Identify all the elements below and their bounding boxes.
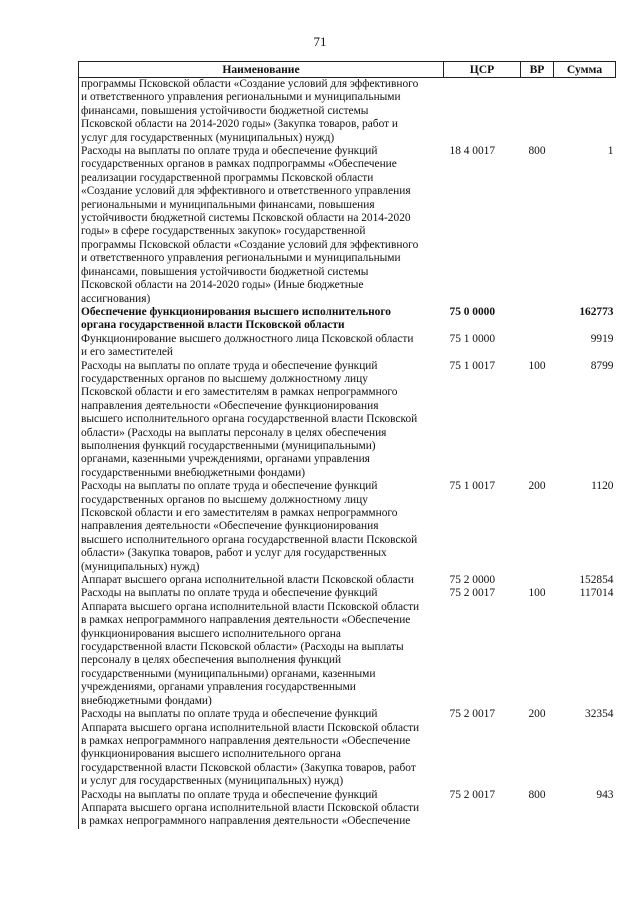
row-name-line: устойчивости бюджетной системы Псковской области на 2014-2020	[81, 212, 411, 225]
header-vr: ВР	[521, 62, 554, 78]
row-sum: 117014	[579, 587, 614, 600]
row-name-line: программы Псковской области «Создание условий для эффективного	[81, 238, 419, 251]
header-csr: ЦСР	[444, 62, 521, 78]
table-row	[79, 78, 616, 146]
row-name-line: ассигнования)	[81, 292, 151, 305]
row-name-line: Псковской области и его заместителям в рамках непрограммного	[81, 507, 398, 519]
row-vr: 200	[528, 708, 546, 721]
row-name-line: Расходы на выплаты по оплате труда и обеспечение функций	[81, 587, 378, 600]
row-name	[79, 145, 444, 306]
row-sum: 943	[596, 788, 614, 801]
row-sum: 32354	[585, 708, 614, 721]
row-sum: 152854	[579, 574, 614, 587]
row-name-line: государственной власти Псковской области» (Закупка товаров, работ	[81, 761, 416, 774]
budget-table	[78, 61, 616, 829]
row-name-line: Расходы на выплаты по оплате труда и обеспечение функций	[81, 708, 378, 721]
table-row	[79, 333, 616, 360]
table-row	[79, 587, 616, 708]
row-name-line: Расходы на выплаты по оплате труда и обеспечение функций	[81, 788, 378, 801]
row-name	[79, 480, 444, 574]
row-csr: 75 1 0017	[449, 480, 496, 493]
row-csr: 75 1 0017	[449, 359, 496, 372]
table-row	[79, 145, 616, 306]
row-sum: 1120	[591, 480, 614, 493]
row-name-line: в рамках непрограммного направления деятельности «Обеспечение	[81, 614, 411, 627]
row-sum: 1	[607, 145, 614, 158]
row-name-line: области» (Расходы на выплаты персоналу в целях обеспечения	[81, 426, 387, 439]
row-name-line: Обеспечение функционирования высшего исполнительного	[81, 305, 391, 318]
row-csr	[444, 78, 521, 146]
table-row	[79, 574, 616, 587]
row-csr: 75 2 0017	[449, 788, 496, 801]
row-sum	[554, 78, 616, 146]
table-row	[79, 708, 616, 788]
table-row	[79, 789, 616, 829]
row-csr: 75 1 0000	[449, 332, 496, 345]
row-name-line: и ответственного управления региональными и муниципальными	[81, 252, 401, 265]
row-vr: 200	[528, 480, 546, 493]
table-row	[79, 306, 616, 333]
header-sum: Сумма	[554, 62, 616, 78]
row-name-line: «Создание условий для эффективного и ответственного управления	[81, 185, 411, 198]
row-name	[79, 587, 444, 708]
row-vr: 800	[528, 145, 546, 158]
row-name-line: направления деятельности «Обеспечение функционирования	[81, 399, 379, 412]
row-name	[79, 574, 444, 587]
row-name-line: Аппарата высшего органа исполнительной власти Псковской области	[81, 600, 420, 613]
row-vr	[521, 306, 554, 333]
row-csr: 75 0 0000	[449, 305, 496, 318]
row-name-line: Аппарата высшего органа исполнительной власти Псковской области	[81, 721, 420, 734]
row-name	[79, 360, 444, 481]
row-name-line: высшего исполнительного органа государственной власти Псковской	[81, 413, 418, 426]
page-number: 71	[313, 34, 327, 49]
row-name-line: Псковской области на 2014-2020 годы» (Закупка товаров, работ и	[81, 118, 399, 131]
row-name-line: направления деятельности «Обеспечение функционирования	[81, 520, 379, 533]
row-name-line: органа государственной власти Псковской области	[81, 319, 345, 332]
row-name-line: услуг для государственных (муниципальных) нужд)	[81, 131, 335, 144]
row-vr: 100	[528, 359, 546, 372]
row-name-line: финансами, повышения устойчивости бюджетной системы	[81, 104, 369, 117]
table-row	[79, 360, 616, 481]
row-name-line: и его заместителей	[81, 346, 174, 359]
table-row	[79, 480, 616, 574]
row-name-line: Расходы на выплаты по оплате труда и обеспечение функций	[81, 480, 378, 493]
row-name-line: государственных органов по высшему должностному лицу	[81, 493, 368, 506]
row-name-line: учреждениями, органами управления государственными	[81, 681, 356, 694]
row-name-line: государственной власти Псковской области» (Расходы на выплаты	[81, 641, 404, 654]
row-name-line: органами, казенными учреждениями, органами управления	[81, 453, 370, 466]
row-name-line: в рамках непрограммного направления деятельности «Обеспечение	[81, 815, 411, 828]
row-name-line: в рамках непрограммного направления деятельности «Обеспечение	[81, 734, 411, 747]
row-name-line: функционирования высшего исполнительного органа	[81, 748, 341, 761]
row-vr: 800	[528, 788, 546, 801]
row-name-line: персоналу в целях обеспечения выполнения функций	[81, 654, 342, 667]
row-name	[79, 708, 444, 788]
row-sum: 8799	[590, 359, 614, 372]
row-name-line: Расходы на выплаты по оплате труда и обеспечение функций	[81, 359, 378, 372]
row-name	[79, 333, 444, 360]
row-name	[79, 78, 444, 146]
row-sum: 9919	[590, 332, 614, 345]
row-vr	[521, 78, 554, 146]
row-name-line: годы» в сфере государственных закупок» государственной	[81, 225, 366, 238]
row-name-line: высшего исполнительного органа государственной власти Псковской	[81, 533, 418, 546]
row-csr: 75 2 0000	[449, 574, 496, 587]
row-name-line: (муниципальных) нужд)	[81, 560, 200, 573]
row-name-line: внебюджетными фондами)	[81, 694, 212, 707]
row-name-line: финансами, повышения устойчивости бюджетной системы	[81, 265, 369, 278]
row-csr: 75 2 0017	[449, 587, 496, 600]
row-name-line: государственными (муниципальными) органами, казенными	[81, 667, 376, 680]
row-name-line: региональными и муниципальными финансами, повышения	[81, 198, 375, 211]
row-sum: 162773	[579, 305, 614, 318]
row-name	[79, 306, 444, 333]
row-name-line: Расходы на выплаты по оплате труда и обеспечение функций	[81, 145, 378, 158]
row-name-line: реализации государственной программы Псковской области	[81, 171, 374, 184]
row-name-line: Псковской области и его заместителям в рамках непрограммного	[81, 386, 398, 399]
row-name-line: и услуг для государственных (муниципальных) нужд)	[81, 775, 344, 788]
row-name-line: выполнения функций государственными (муниципальными)	[81, 439, 376, 452]
row-name-line: области» (Закупка товаров, работ и услуг для государственных	[81, 547, 387, 560]
row-name-line: и ответственного управления региональными и муниципальными	[81, 91, 401, 104]
row-vr: 100	[528, 587, 546, 600]
row-name-line: Аппарата высшего органа исполнительной власти Псковской области	[81, 801, 420, 814]
row-name	[79, 789, 444, 829]
header-name: Наименование	[79, 62, 444, 78]
row-name-line: Аппарат высшего органа исполнительной власти Псковской области	[81, 574, 414, 587]
row-name-line: программы Псковской области «Создание условий для эффективного	[81, 78, 419, 90]
row-name-line: государственными внебюджетными фондами)	[81, 466, 306, 479]
table-header-row	[79, 62, 616, 78]
row-name-line: государственных органов в рамках подпрограммы «Обеспечение	[81, 158, 397, 171]
row-vr	[521, 333, 554, 360]
row-name-line: функционирования высшего исполнительного органа	[81, 627, 341, 640]
row-csr: 18 4 0017	[449, 145, 496, 158]
row-name-line: Псковской области на 2014-2020 годы» (Иные бюджетные	[81, 279, 364, 292]
row-name-line: Функционирование высшего должностного лица Псковской области	[81, 332, 414, 345]
row-name-line: государственных органов по высшему должностному лицу	[81, 372, 368, 385]
row-vr	[521, 574, 554, 587]
row-csr: 75 2 0017	[449, 708, 496, 721]
table-body	[79, 78, 616, 829]
